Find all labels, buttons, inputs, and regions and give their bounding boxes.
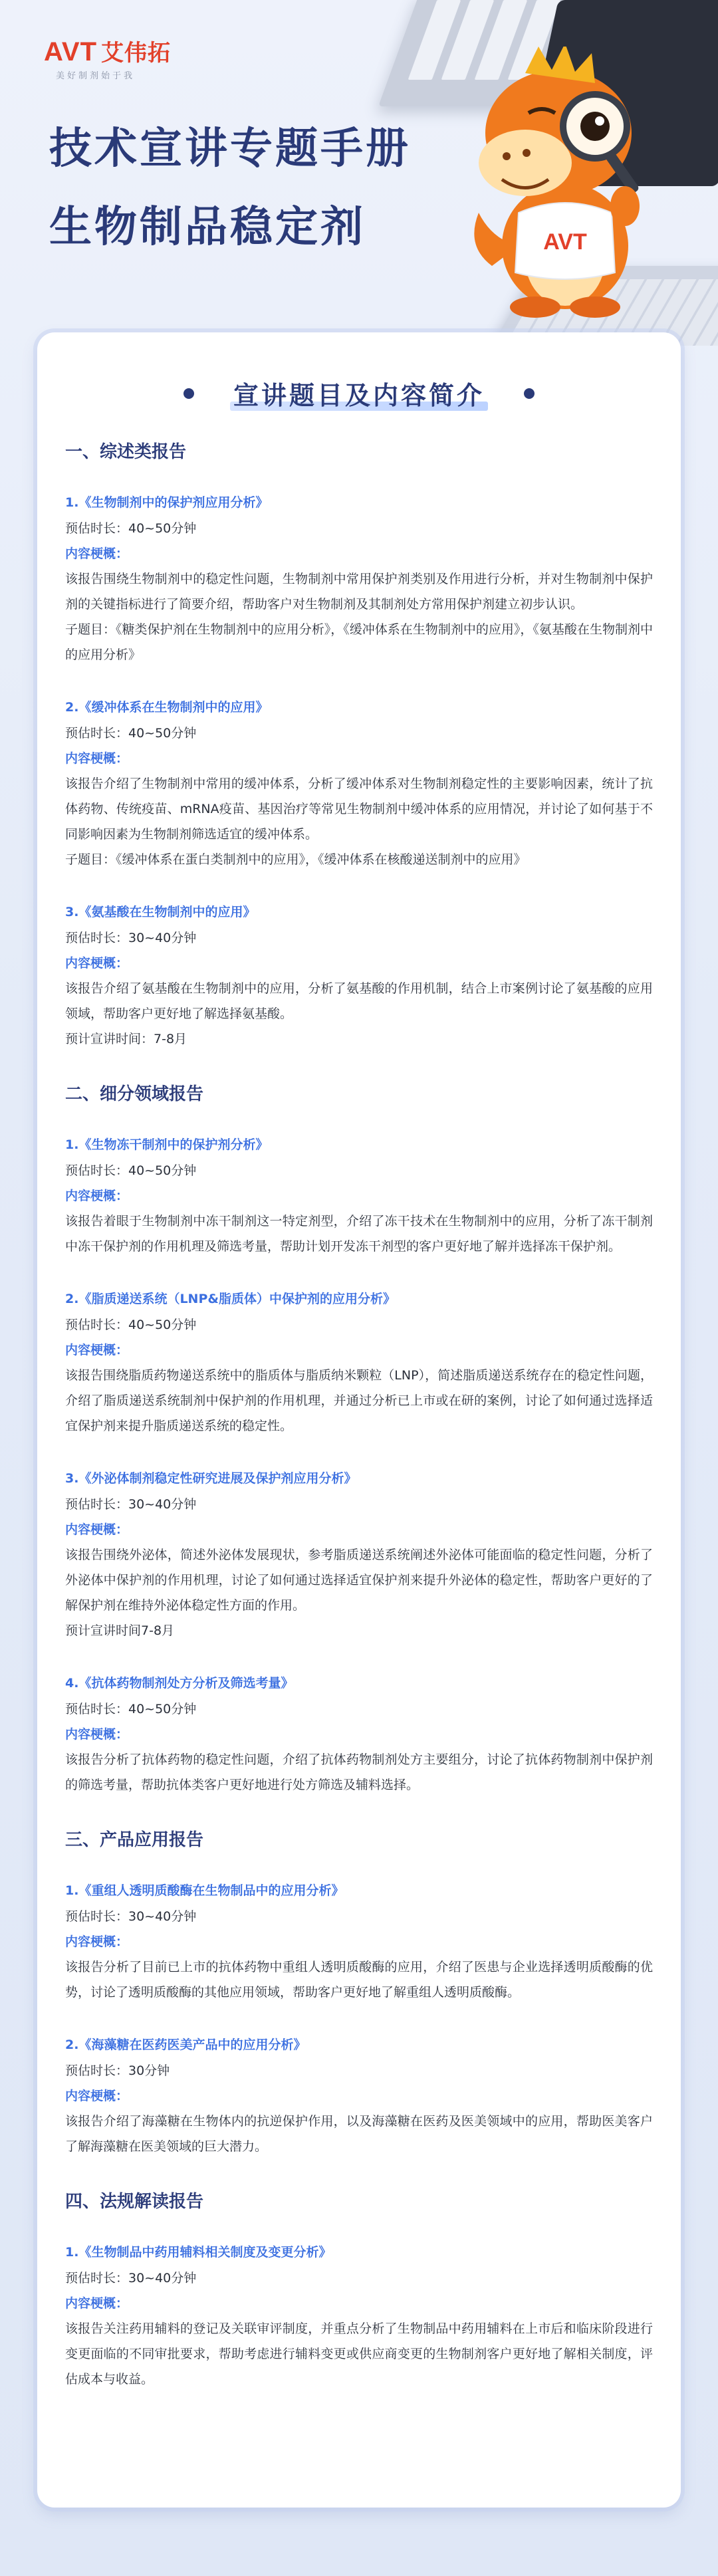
report-item <box>65 1134 653 1259</box>
report-item <box>65 1673 653 1798</box>
card-content <box>65 439 653 2421</box>
report-summary: 该报告围绕生物制剂中的稳定性问题，生物制剂中常用保护剂类别及作用进行分析，并对生物制剂中保护剂的关键指标进行了简要介绍，帮助客户对生物制剂及其制剂处方常用保护剂建立初步认识。 <box>65 572 653 612</box>
section-title: 三、产品应用报告 <box>65 1830 204 1850</box>
report-subtopics: 子题目：《缓冲体系在蛋白类制剂中的应用》，《缓冲体系在核酸递送制剂中的应用》 <box>65 852 527 867</box>
report-title: 1.《生物冻干制剂中的保护剂分析》 <box>65 1137 269 1152</box>
dragon-mascot-icon <box>465 47 665 319</box>
card-title: 宣讲题目及内容简介 <box>233 381 485 410</box>
page-header <box>0 0 718 346</box>
report-duration: 预估时长：40~50分钟 <box>65 1163 197 1178</box>
report-title: 2.《脂质递送系统（LNP&脂质体）中保护剂的应用分析》 <box>65 1292 396 1306</box>
section-review <box>65 439 653 1052</box>
report-summary: 该报告围绕脂质药物递送系统中的脂质体与脂质纳米颗粒（LNP），简述脂质递送系统存在的稳定性问题，介绍了脂质递送系统制剂中保护剂的作用机理，并通过分析已上市或在研的案例，讨论了如何通过选择适宜保护剂来提升脂质递送系统的稳定性。 <box>65 1368 653 1433</box>
section-product <box>65 1827 653 2159</box>
report-title: 3.《外泌体制剂稳定性研究进展及保护剂应用分析》 <box>65 1471 357 1486</box>
report-title: 1.《生物制品中药用辅料相关制度及变更分析》 <box>65 2245 332 2260</box>
mascot-badge: AVT <box>543 229 587 255</box>
report-item <box>65 2242 653 2392</box>
report-title: 4.《抗体药物制剂处方分析及筛选考量》 <box>65 1676 294 1691</box>
summary-label: 内容梗概： <box>65 2296 129 2311</box>
summary-label: 内容梗概： <box>65 956 129 971</box>
summary-label: 内容梗概： <box>65 1189 129 1203</box>
report-duration: 预估时长：30~40分钟 <box>65 1497 197 1512</box>
report-schedule: 预计宣讲时间：7-8月 <box>65 1032 187 1046</box>
report-item <box>65 1468 653 1643</box>
content-card <box>37 332 681 2508</box>
report-duration: 预估时长：30~40分钟 <box>65 1909 197 1924</box>
report-duration: 预估时长：40~50分钟 <box>65 521 197 536</box>
header-dot-left-icon <box>183 388 194 399</box>
summary-label: 内容梗概： <box>65 1727 129 1742</box>
header-dot-right-icon <box>524 388 535 399</box>
report-summary: 该报告介绍了氨基酸在生物制剂中的应用，分析了氨基酸的作用机制，结合上市案例讨论了氨基酸的应用领域，帮助客户更好地了解选择氨基酸。 <box>65 981 653 1021</box>
report-summary: 该报告关注药用辅料的登记及关联审评制度，并重点分析了生物制品中药用辅料在上市后和临床阶段进行变更面临的不同审批要求，帮助考虑进行辅料变更或供应商变更的生物制剂客户更好地了解相关制度，评估成本与收益。 <box>65 2321 653 2387</box>
summary-label: 内容梗概： <box>65 751 129 766</box>
report-duration: 预估时长：30~40分钟 <box>65 931 197 945</box>
brand-logo <box>44 35 171 81</box>
report-summary: 该报告介绍了生物制剂中常用的缓冲体系，分析了缓冲体系对生物制剂稳定性的主要影响因素，统计了抗体药物、传统疫苗、mRNA疫苗、基因治疗等常见生物制剂中缓冲体系的应用情况，并讨论了如何基于不同影响因素为生物制剂筛选适宜的缓冲体系。 <box>65 776 653 842</box>
section-segment <box>65 1081 653 1798</box>
report-item <box>65 1880 653 2005</box>
card-header <box>37 372 681 412</box>
summary-label: 内容梗概： <box>65 1934 129 1949</box>
section-title: 四、法规解读报告 <box>65 2192 204 2212</box>
report-subtopics: 子题目：《糖类保护剂在生物制剂中的应用分析》，《缓冲体系在生物制剂中的应用》，《氨基酸在生物制剂中的应用分析》 <box>65 622 653 662</box>
report-item <box>65 2034 653 2159</box>
report-item <box>65 697 653 872</box>
logo-latin: AVT <box>44 37 98 66</box>
report-duration: 预估时长：40~50分钟 <box>65 1702 197 1716</box>
report-item <box>65 901 653 1052</box>
report-summary: 该报告分析了目前已上市的抗体药物中重组人透明质酸酶的应用，介绍了医患与企业选择透明质酸酶的优势，讨论了透明质酸酶的其他应用领域，帮助客户更好地了解重组人透明质酸酶。 <box>65 1960 653 2000</box>
report-summary: 该报告着眼于生物制剂中冻干制剂这一特定剂型，介绍了冻干技术在生物制剂中的应用，分析了冻干制剂中冻干保护剂的作用机理及筛选考量，帮助计划开发冻干剂型的客户更好地了解并选择冻干保护剂。 <box>65 1214 653 1254</box>
report-title: 1.《生物制剂中的保护剂应用分析》 <box>65 495 269 510</box>
summary-label: 内容梗概： <box>65 546 129 561</box>
report-item <box>65 1288 653 1439</box>
report-summary: 该报告围绕外泌体，简述外泌体发展现状，参考脂质递送系统阐述外泌体可能面临的稳定性问题，分析了外泌体中保护剂的作用机理，讨论了如何通过选择适宜保护剂来提升外泌体的稳定性，帮助客户更好的了解保护剂在维持外泌体稳定性方面的作用。 <box>65 1548 653 1613</box>
summary-label: 内容梗概： <box>65 2089 129 2103</box>
hero-title-line2: 生物制品稳定剂 <box>49 203 366 252</box>
report-duration: 预估时长：40~50分钟 <box>65 1318 197 1332</box>
logo-cn: 艾伟拓 <box>101 41 172 66</box>
summary-label: 内容梗概： <box>65 1522 129 1537</box>
brand-tagline: 美好制剂始于我 <box>56 71 136 81</box>
report-schedule: 预计宣讲时间7-8月 <box>65 1623 175 1638</box>
section-regulation <box>65 2188 653 2392</box>
section-title: 二、细分领域报告 <box>65 1084 204 1104</box>
report-duration: 预估时长：30分钟 <box>65 2063 170 2078</box>
report-summary: 该报告分析了抗体药物的稳定性问题，介绍了抗体药物制剂处方主要组分，讨论了抗体药物制剂中保护剂的筛选考量，帮助抗体类客户更好地进行处方筛选及辅料选择。 <box>65 1752 653 1792</box>
report-duration: 预估时长：40~50分钟 <box>65 726 197 741</box>
report-item <box>65 492 653 667</box>
report-title: 3.《氨基酸在生物制剂中的应用》 <box>65 905 256 919</box>
hero-title-line1: 技术宣讲专题手册 <box>49 124 411 174</box>
report-title: 2.《缓冲体系在生物制剂中的应用》 <box>65 700 269 715</box>
section-title: 一、综述类报告 <box>65 442 187 462</box>
report-summary: 该报告介绍了海藻糖在生物体内的抗逆保护作用，以及海藻糖在医药及医美领域中的应用，帮助医美客户了解海藻糖在医美领域的巨大潜力。 <box>65 2114 653 2154</box>
report-duration: 预估时长：30~40分钟 <box>65 2271 197 2285</box>
report-title: 2.《海藻糖在医药医美产品中的应用分析》 <box>65 2038 306 2052</box>
report-title: 1.《重组人透明质酸酶在生物制品中的应用分析》 <box>65 1883 344 1898</box>
summary-label: 内容梗概： <box>65 1343 129 1357</box>
